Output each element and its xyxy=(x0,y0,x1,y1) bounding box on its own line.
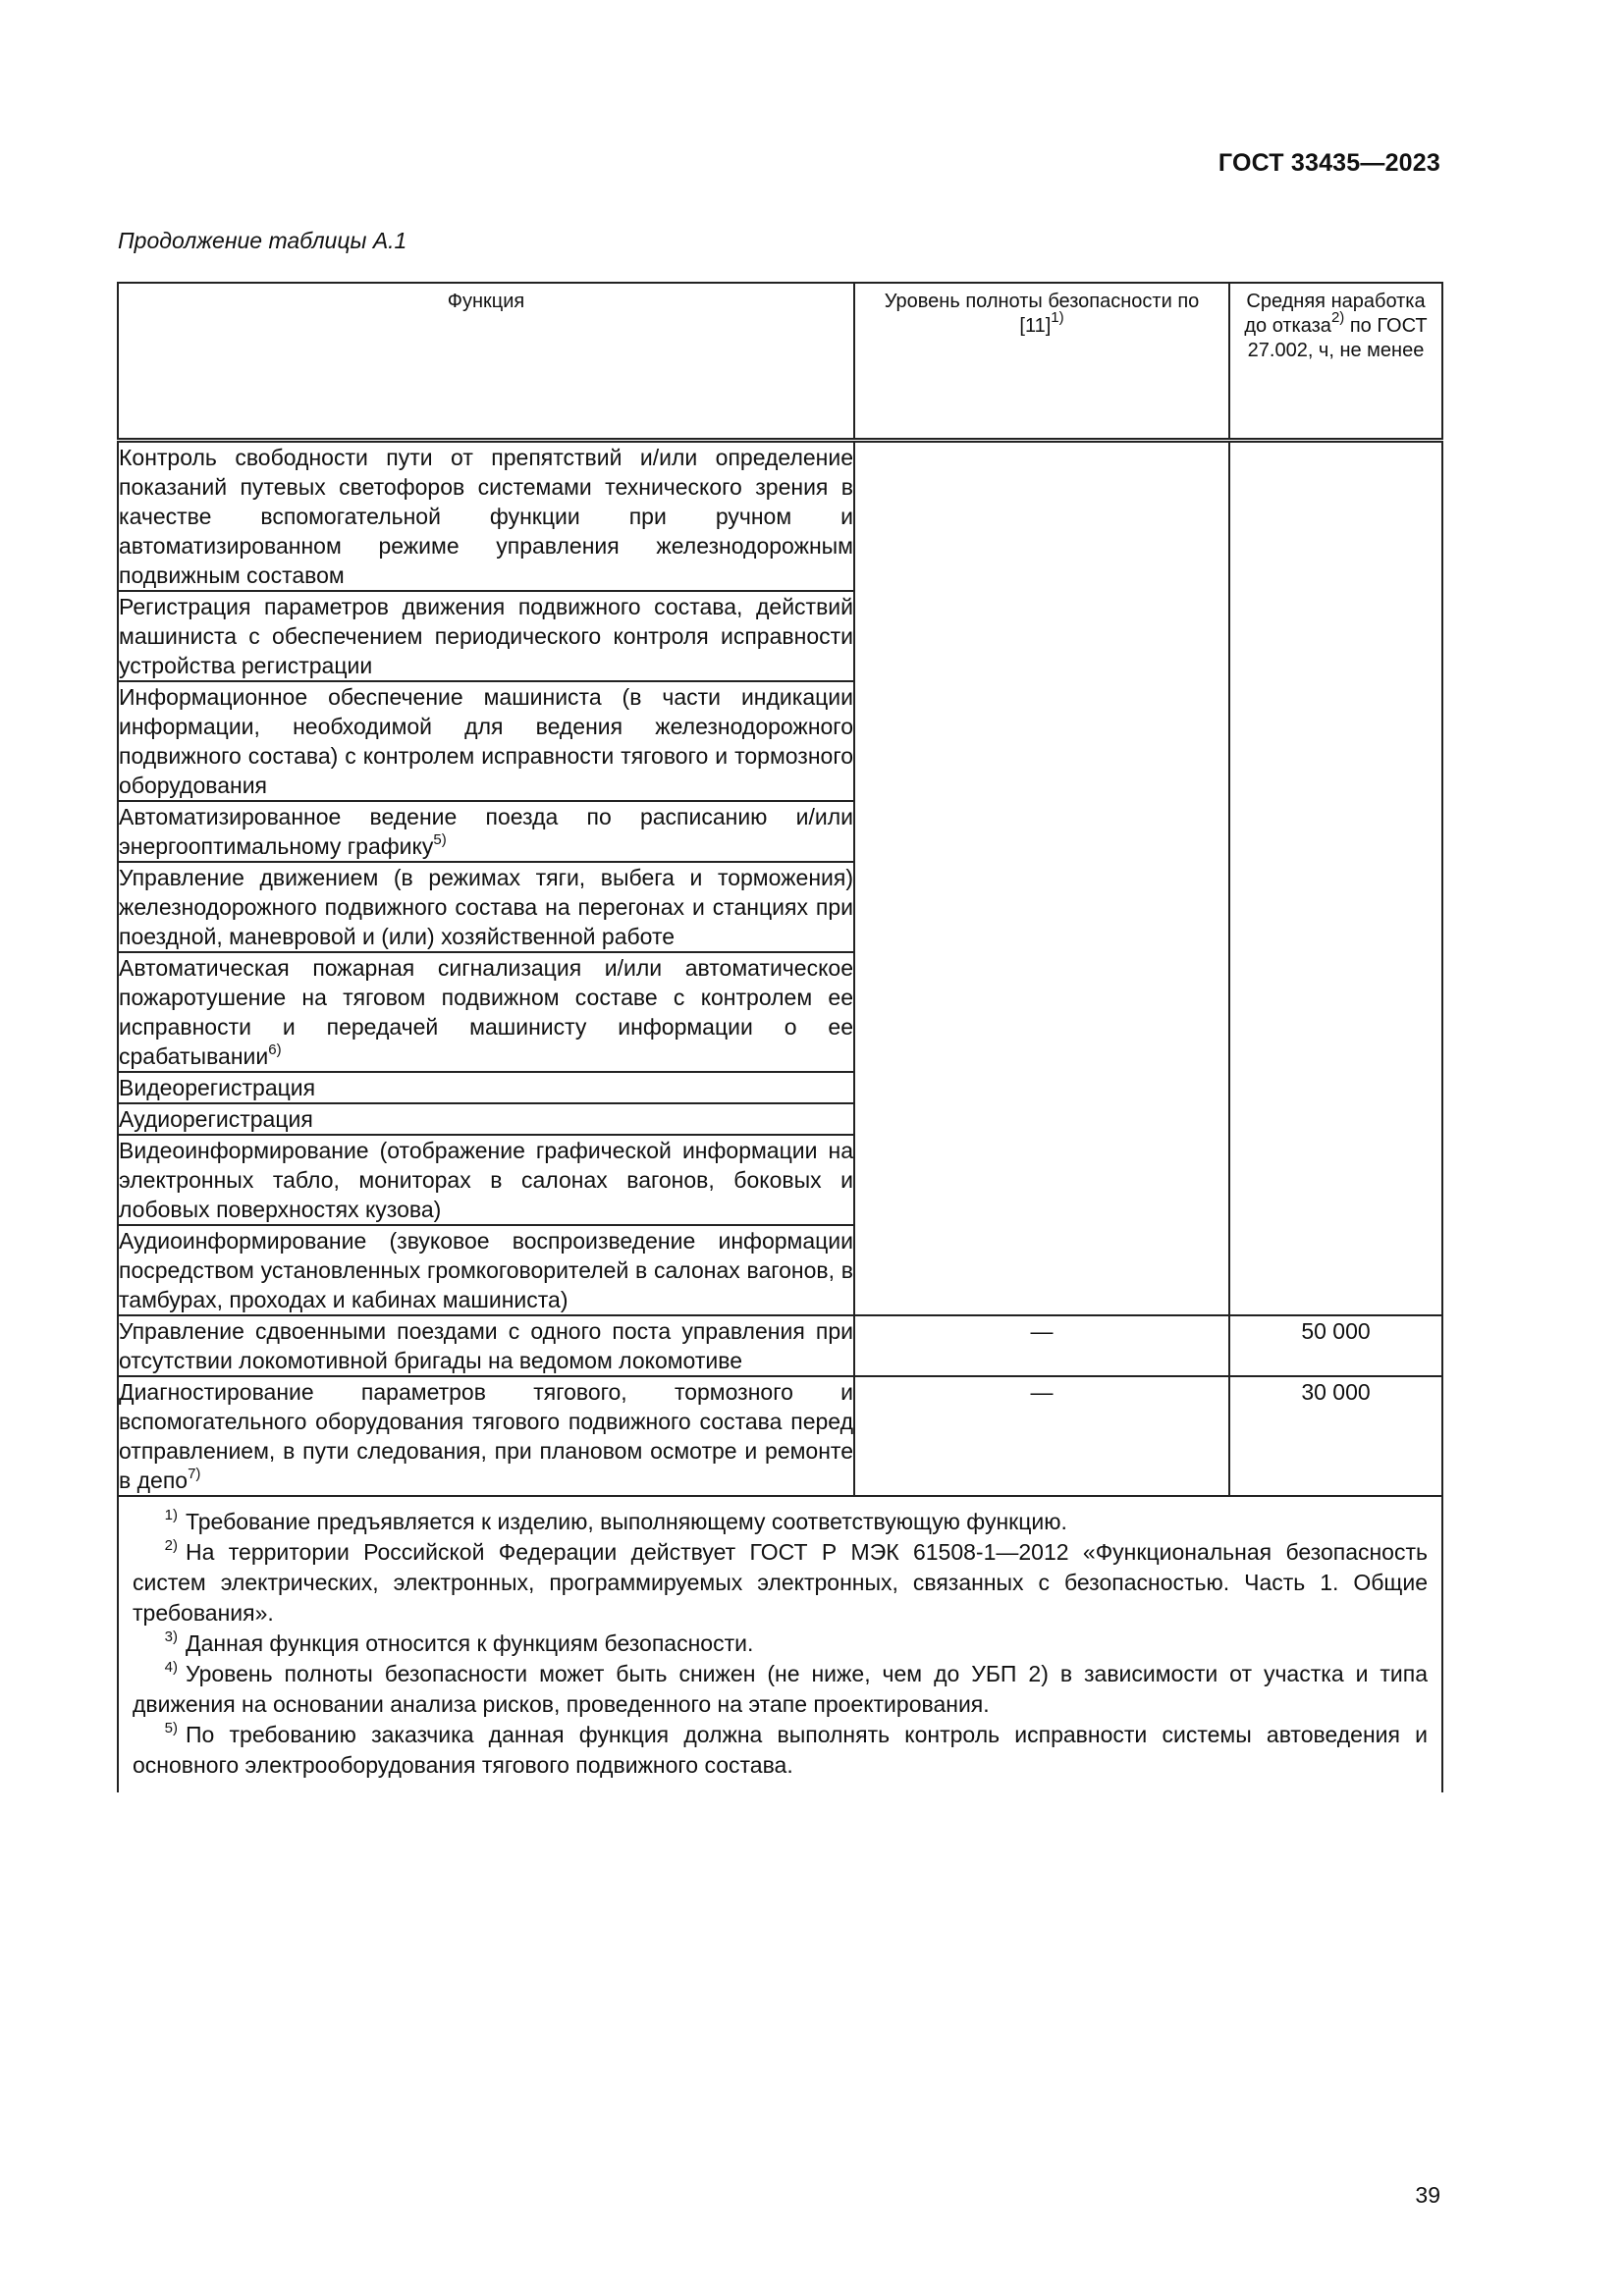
header-mtbf: Средняя наработка до отказа$^{2)}$ по ГОСТ 27.002, ч, не менее xyxy=(1229,283,1442,441)
table-body xyxy=(118,441,1442,1497)
function-text: Управление движением (в режимах тяги, выбега и торможения) железнодорожного подвижного состава на перегонах и станциях при поездной, маневровой и (или) хозяйственной работе xyxy=(119,865,853,949)
mtbf-cell xyxy=(1229,441,1442,1316)
function-cell xyxy=(118,1103,854,1135)
header-function: Функция xyxy=(118,283,854,441)
table-header-row xyxy=(118,283,1442,441)
table-row xyxy=(118,441,1442,592)
function-cell xyxy=(118,591,854,681)
function-cell xyxy=(118,801,854,862)
function-cell xyxy=(118,441,854,592)
footnote: $^{4)}$ Уровень полноты безопасности может быть снижен (не ниже, чем до УБП 2) в зависимости от участка и типа движения на основании анализа рисков, проведенного на этапе проектирования. xyxy=(133,1659,1428,1717)
functions-table-wrapper xyxy=(117,282,1441,1792)
table-row xyxy=(118,1315,1442,1376)
footnote-ref: 5) xyxy=(433,831,447,848)
header-safety-level: Уровень полноты безопасности по $[11]^{1)}$ xyxy=(854,283,1229,441)
footnote: $^{5)}$ По требованию заказчика данная функция должна выполнять контроль исправности системы автоведения и основного электрооборудования тягового подвижного состава. xyxy=(133,1720,1428,1778)
header-safety-level-footnote-ref: 1) xyxy=(1051,309,1064,326)
function-cell xyxy=(118,681,854,801)
mtbf-cell: 50 000 xyxy=(1229,1315,1442,1376)
function-cell xyxy=(118,952,854,1072)
function-text: Аудиорегистрация xyxy=(119,1106,313,1132)
document-code: ГОСТ 33435—2023 xyxy=(1218,149,1440,177)
function-text: Аудиоинформирование (звуковое воспроизведение информации посредством установленных громкоговорителей в салонах вагонов, в тамбурах, проходах и кабинах машиниста) xyxy=(119,1228,853,1312)
function-text: Автоматизированное ведение поезда по расписанию и/или энергооптимальному графику$^{5)}$ xyxy=(119,804,853,859)
footnote-ref: 7) xyxy=(188,1466,201,1482)
footnote-text: Данная функция относится к функциям безопасности. xyxy=(186,1630,754,1656)
function-text: Видеорегистрация xyxy=(119,1075,316,1100)
function-cell xyxy=(118,1376,854,1496)
function-text: Автоматическая пожарная сигнализация и/или автоматическое пожаротушение на тяговом подвижном составе с контролем ее исправности и передачей машинисту информации о ее срабатывании$^{6)}$ xyxy=(119,955,853,1069)
function-text: Информационное обеспечение машиниста (в части индикации информации, необходимой для ведения железнодорожного подвижного состава) с контролем исправности тягового и тормозного оборудования xyxy=(119,684,853,798)
header-mtbf-footnote-ref: 2) xyxy=(1330,309,1345,326)
function-cell xyxy=(118,1315,854,1376)
function-text: Контроль свободности пути от препятствий и/или определение показаний путевых светофоров системами технического зрения в качестве вспомогательной функции при ручном и автоматизированном режиме управления железнодорожным подвижным составом xyxy=(119,445,853,588)
footnote-text: На территории Российской Федерации действует ГОСТ Р МЭК 61508-1—2012 «Функциональная безопасность систем электрических, электронных, программируемых электронных, связанных с безопасностью. Часть 1. Общие требования». xyxy=(133,1539,1428,1626)
function-text: Регистрация параметров движения подвижного состава, действий машиниста с обеспечением периодического контроля исправности устройства регистрации xyxy=(119,594,853,678)
function-cell xyxy=(118,1135,854,1225)
footnotes-cell xyxy=(118,1496,1442,1792)
function-text: Диагностирование параметров тягового, тормозного и вспомогательного оборудования тягового подвижного состава перед отправлением, в пути следования, при плановом осмотре и ремонте в депо$^{7)}$ xyxy=(119,1379,853,1493)
footnote-text: Требование предъявляется к изделию, выполняющему соответствующую функцию. xyxy=(186,1509,1067,1534)
mtbf-cell: 30 000 xyxy=(1229,1376,1442,1496)
function-text: Видеоинформирование (отображение графической информации на электронных табло, мониторах в салонах вагонов, боковых и лобовых поверхностях кузова) xyxy=(119,1138,853,1222)
function-text: Управление сдвоенными поездами с одного поста управления при отсутствии локомотивной бригады на ведомом локомотиве xyxy=(119,1318,853,1373)
footnote-text: Уровень полноты безопасности может быть снижен (не ниже, чем до УБП 2) в зависимости от участка и типа движения на основании анализа рисков, проведенного на этапе проектирования. xyxy=(133,1661,1428,1717)
footnote-ref: 6) xyxy=(268,1041,282,1058)
footnote: $^{3)}$ Данная функция относится к функциям безопасности. xyxy=(164,1629,754,1656)
footnote: $^{2)}$ На территории Российской Федерации действует ГОСТ Р МЭК 61508-1—2012 «Функциональная безопасность систем электрических, электронных, программируемых электронных, связанных с безопасностью. Часть 1. Общие требования». xyxy=(133,1537,1428,1626)
table-continuation-label: Продолжение таблицы А.1 xyxy=(118,228,407,253)
footnote: $^{1)}$ Требование предъявляется к изделию, выполняющему соответствующую функцию. xyxy=(164,1507,1067,1534)
function-cell xyxy=(118,862,854,952)
page-number: 39 xyxy=(1415,2182,1440,2208)
table-row xyxy=(118,1376,1442,1496)
safety-level-cell: — xyxy=(854,1376,1229,1496)
function-cell xyxy=(118,1072,854,1103)
safety-level-cell xyxy=(854,441,1229,1316)
safety-level-cell: — xyxy=(854,1315,1229,1376)
footnotes-row xyxy=(118,1496,1442,1792)
function-cell xyxy=(118,1225,854,1315)
footnote-text: По требованию заказчика данная функция должна выполнять контроль исправности системы автоведения и основного электрооборудования тягового подвижного состава. xyxy=(133,1722,1428,1778)
functions-table xyxy=(117,282,1443,1792)
